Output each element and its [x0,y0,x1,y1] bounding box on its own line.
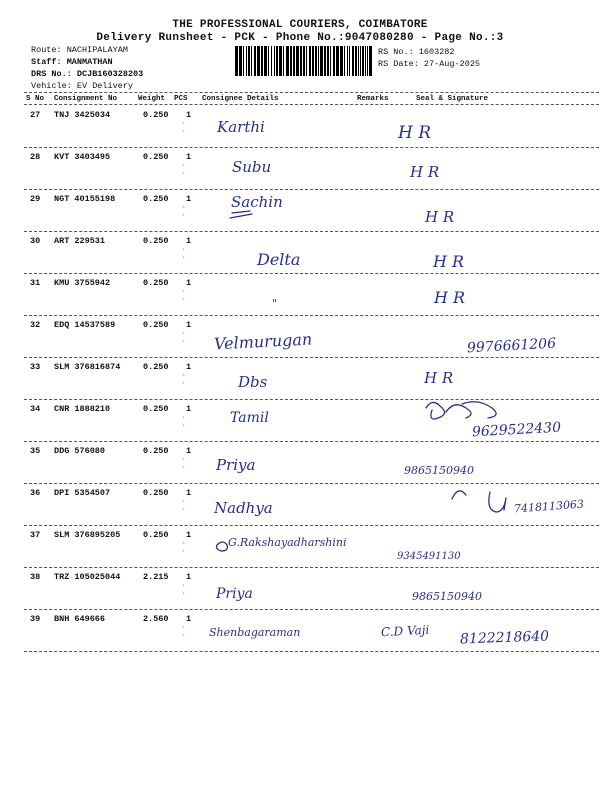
barcode-bar [271,46,272,76]
row-sno: 33 [30,362,41,372]
tick-mark: · [182,456,186,463]
row-weight: 0.250 [143,194,169,204]
phone-number: 7418113063 [513,497,585,516]
row-divider [24,651,599,652]
consignee-signature: Shenbagaraman [209,626,301,639]
col-weight: Weight [138,95,166,103]
barcode-bar [264,46,267,76]
tick-mark: · [182,246,186,253]
row-sno: 36 [30,488,41,498]
consignee-signature: Subu [232,158,272,176]
tick-mark: · [182,204,186,211]
tick-mark: · [182,414,186,421]
barcode-bar [303,46,305,76]
row-pcs: 1 [186,614,192,624]
consignee-signature: " [272,297,278,310]
barcode-bar [257,46,260,76]
col-consignment: Consignment No [54,95,118,103]
phone-number: 9865150940 [404,464,474,477]
tick-mark: · [182,296,186,303]
route-label: Route: NACHIPALAYAM [31,45,128,55]
row-weight: 0.250 [143,404,169,414]
barcode-bar [261,46,263,76]
tick-mark: · [182,254,186,261]
barcode-bar [347,46,348,76]
row-pcs: 1 [186,194,192,204]
consignee-signature: Nadhya [214,499,273,517]
row-pcs: 1 [186,404,192,414]
row-consignment-no: ART 229531 [54,236,106,246]
barcode-bar [333,46,335,76]
tick-mark: · [182,212,186,219]
rs-date: RS Date: 27-Aug-2025 [378,59,481,69]
barcode-bar [352,46,354,76]
barcode-bar [360,46,361,76]
row-sno: 38 [30,572,41,582]
consignee-signature: G.Rakshayadharshini [228,536,347,549]
barcode-bar [349,46,350,76]
row-divider [24,441,599,442]
seal-signature: H R [424,369,454,387]
row-sno: 27 [30,110,41,120]
row-sno: 39 [30,614,41,624]
barcode-bar [300,46,302,76]
row-consignment-no: EDQ 14537589 [54,320,116,330]
barcode-bar [306,46,307,76]
phone-number: 9865150940 [412,590,482,603]
barcode-bar [344,46,345,76]
col-seal-signature: Seal & Signature [416,95,489,103]
row-divider [24,567,599,568]
barcode-bar [235,46,238,76]
row-weight: 0.250 [143,236,169,246]
tick-mark: · [182,624,186,631]
row-sno: 31 [30,278,41,288]
row-pcs: 1 [186,446,192,456]
vehicle-label: Vehicle: EV Delivery [31,81,134,91]
row-divider [24,273,599,274]
row-divider [24,357,599,358]
barcode-bar [283,46,284,76]
tick-mark: · [182,128,186,135]
row-pcs: 1 [186,236,192,246]
tick-mark: · [182,338,186,345]
tick-mark: · [182,288,186,295]
barcode-bar [312,46,314,76]
consignee-signature: Velmurugan [213,329,313,354]
tick-mark: · [182,582,186,589]
row-weight: 0.250 [143,320,169,330]
tick-mark: · [182,590,186,597]
staff-label: Staff: MANMATHAN [31,57,113,67]
row-pcs: 1 [186,278,192,288]
row-divider [24,315,599,316]
row-consignment-no: SLM 376816874 [54,362,121,372]
barcode-bar [320,46,323,76]
barcode-bar [251,46,252,76]
tick-mark: · [182,422,186,429]
tick-mark: · [182,548,186,555]
row-divider [24,609,599,610]
tick-mark: · [182,498,186,505]
tick-mark: · [182,170,186,177]
tick-mark: · [182,632,186,639]
barcode-bar [358,46,359,76]
row-divider [24,399,599,400]
seal-signature: H R [398,123,432,143]
drs-number: DRS No.: DCJB160328203 [31,69,144,79]
barcode-bar [330,46,331,76]
row-consignment-no: KVT 3403495 [54,152,111,162]
row-pcs: 1 [186,320,192,330]
barcode-bar [268,46,269,76]
tick-mark: · [182,464,186,471]
barcode-bar [367,46,368,76]
header-divider [24,92,599,93]
tick-mark: · [182,162,186,169]
row-consignment-no: CNR 1888210 [54,404,111,414]
barcode-bar [355,46,357,76]
row-consignment-no: SLM 376895205 [54,530,121,540]
barcode-bar [309,46,311,76]
consignee-signature: Priya [216,586,253,602]
header-divider [24,104,599,105]
row-sno: 34 [30,404,41,414]
barcode-bar [336,46,339,76]
phone-number: 8122218640 [459,628,550,648]
row-sno: 35 [30,446,41,456]
row-consignment-no: TRZ 105025044 [54,572,121,582]
barcode [234,46,372,76]
barcode-bar [324,46,326,76]
row-consignment-no: BNH 649666 [54,614,106,624]
row-consignment-no: KMU 3755942 [54,278,111,288]
barcode-bar [340,46,343,76]
consignee-signature: Tamil [230,410,269,426]
col-pcs: PCS [174,95,188,103]
tick-mark: · [182,372,186,379]
barcode-bar [327,46,329,76]
row-sno: 30 [30,236,41,246]
barcode-bar [293,46,295,76]
barcode-bar [315,46,317,76]
tick-mark: · [182,380,186,387]
barcode-bar [246,46,247,76]
row-pcs: 1 [186,488,192,498]
row-pcs: 1 [186,530,192,540]
row-divider [24,147,599,148]
row-weight: 0.250 [143,152,169,162]
seal-signature: H R [410,163,440,181]
row-pcs: 1 [186,110,192,120]
tick-mark: · [182,540,186,547]
barcode-bar [296,46,299,76]
row-pcs: 1 [186,362,192,372]
row-sno: 37 [30,530,41,540]
consignee-signature: Delta [257,250,301,269]
barcode-bar [365,46,366,76]
row-sno: 32 [30,320,41,330]
phone-number: 9345491130 [397,551,461,562]
seal-signature: H R [434,288,466,307]
barcode-bar [290,46,292,76]
company-title: THE PROFESSIONAL COURIERS, COIMBATORE [172,19,428,31]
row-divider [24,231,599,232]
tick-mark: · [182,330,186,337]
row-weight: 0.250 [143,278,169,288]
barcode-bar [248,46,250,76]
seal-signature: C.D Vaji [380,622,430,640]
barcode-bar [362,46,364,76]
row-sno: 28 [30,152,41,162]
row-divider [24,189,599,190]
row-weight: 2.215 [143,572,169,582]
consignee-signature: Dbs [238,373,268,391]
row-pcs: 1 [186,572,192,582]
tick-mark: · [182,506,186,513]
row-weight: 0.250 [143,110,169,120]
barcode-bar [276,46,278,76]
row-pcs: 1 [186,152,192,162]
barcode-bar [274,46,275,76]
phone-number: 9629522430 [471,419,562,441]
row-divider [24,525,599,526]
tick-mark: · [182,120,186,127]
row-consignment-no: TNJ 3425034 [54,110,111,120]
phone-number: 9976661206 [466,335,557,357]
col-sno: S No [26,95,45,103]
row-weight: 0.250 [143,362,169,372]
consignee-signature: Sachin [231,193,283,211]
runsheet-subtitle: Delivery Runsheet - PCK - Phone No.:9047080280 - Page No.:3 [96,32,504,44]
row-consignment-no: NGT 40155198 [54,194,116,204]
col-consignee: Consignee Details [202,95,279,103]
barcode-bar [286,46,289,76]
rs-number: RS No.: 1603282 [378,47,455,57]
col-remarks: Remarks [357,95,389,103]
row-weight: 2.560 [143,614,169,624]
barcode-bar [254,46,256,76]
barcode-bar [318,46,319,76]
barcode-bar [279,46,282,76]
barcode-bar [239,46,242,76]
row-consignment-no: DPI 5354507 [54,488,111,498]
consignee-signature: Karthi [217,118,265,136]
row-sno: 29 [30,194,41,204]
seal-signature: H R [433,252,465,271]
row-weight: 0.250 [143,488,169,498]
row-divider [24,483,599,484]
row-consignment-no: DDG 576080 [54,446,106,456]
row-weight: 0.250 [143,446,169,456]
row-weight: 0.250 [143,530,169,540]
barcode-bar [369,46,372,76]
seal-signature: H R [425,208,455,226]
consignee-signature: Priya [216,456,256,474]
barcode-bar [243,46,244,76]
